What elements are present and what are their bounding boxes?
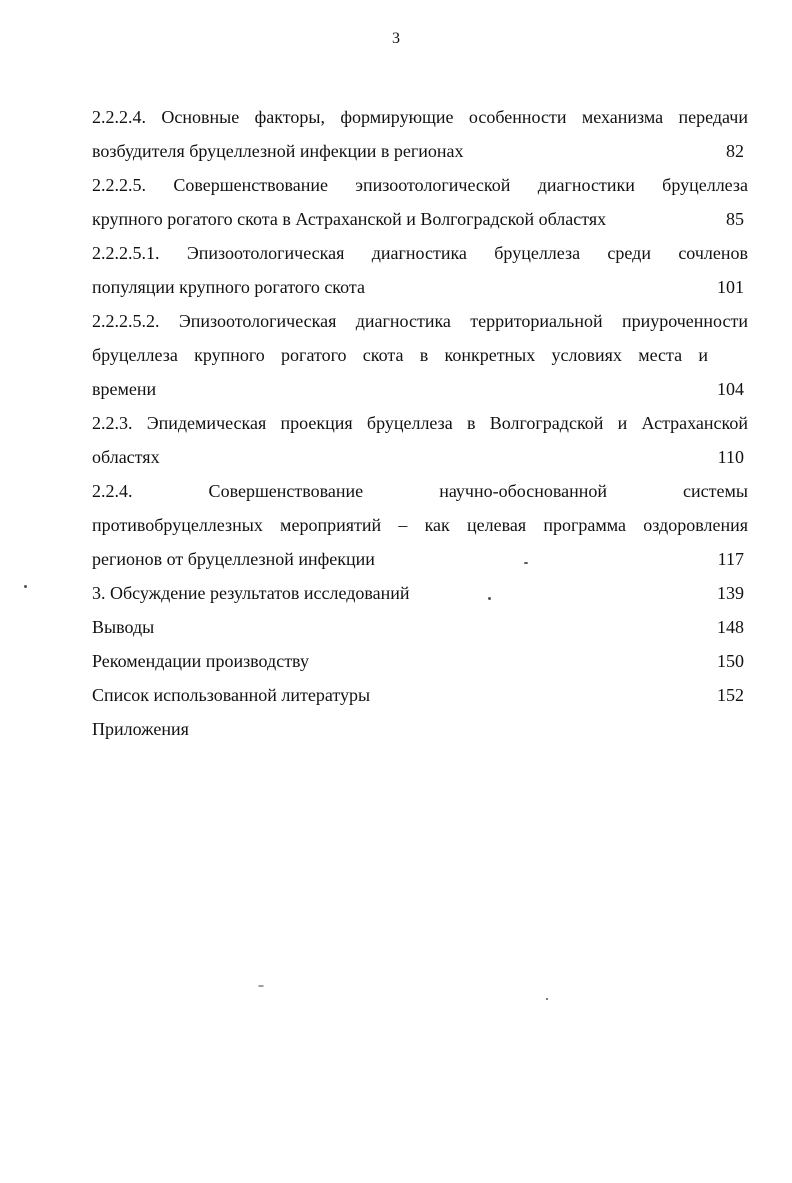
toc-entry-conclusions xyxy=(92,610,748,644)
toc-entry-line: 2.2.2.5. Совершенствование эпизоотологической диагностики бруцеллеза xyxy=(92,175,748,195)
toc-entry-references xyxy=(92,678,748,712)
toc-entry-line: Список использованной литературы xyxy=(92,685,371,705)
toc-entry-line: крупного рогатого скота в Астраханской и Волгоградской областях xyxy=(92,209,607,229)
toc-entry-last-line xyxy=(92,134,748,168)
toc-page-number: 139 xyxy=(717,583,744,603)
toc-page-number: 104 xyxy=(717,379,744,399)
toc-entry-2-2-2-5-2 xyxy=(92,304,748,406)
page-number: 3 xyxy=(392,30,400,47)
toc-page-number: 110 xyxy=(717,447,744,467)
toc-entry-line: популяции крупного рогатого скота xyxy=(92,277,365,297)
toc-entry-line: 2.2.4. Совершенствование научно-обоснованной системы xyxy=(92,481,748,501)
toc-page-number: 152 xyxy=(717,685,744,705)
toc-page-number: 150 xyxy=(717,651,744,671)
toc-entry-2-2-2-5 xyxy=(92,168,748,236)
toc-page-number: 148 xyxy=(717,617,744,637)
toc-page-number: 82 xyxy=(726,141,744,161)
toc-entry-line: областях xyxy=(92,447,160,467)
toc-entry-recommendations xyxy=(92,644,748,678)
toc-entry-discussion xyxy=(92,576,748,610)
toc-entry-line: 2.2.3. Эпидемическая проекция бруцеллеза в Волгоградской и Астраханской xyxy=(92,413,748,433)
toc-entry-line: бруцеллеза крупного рогатого скота в конкретных условиях места и xyxy=(92,345,708,365)
toc-entry-line: Выводы xyxy=(92,617,155,637)
toc-entry-appendices xyxy=(92,712,748,746)
toc-entry-2-2-3 xyxy=(92,406,748,474)
toc-entry-last-line xyxy=(92,712,748,746)
scan-speck xyxy=(524,562,528,564)
toc-entry-last-line xyxy=(92,440,748,474)
toc-entry-line: 2.2.2.4. Основные факторы, формирующие особенности механизма передачи xyxy=(92,107,748,127)
toc-entry-last-line xyxy=(92,202,748,236)
toc-page-number: 101 xyxy=(717,277,744,297)
toc-entry-2-2-2-4 xyxy=(92,100,748,168)
toc-entry-line: противобруцеллезных мероприятий – как целевая программа оздоровления xyxy=(92,515,748,535)
scan-speck xyxy=(24,585,27,588)
toc-entry-last-line xyxy=(92,372,748,406)
scan-speck xyxy=(546,998,548,1000)
toc-entry-line: возбудителя бруцеллезной инфекции в регионах xyxy=(92,141,464,161)
toc-entry-last-line xyxy=(92,678,748,712)
toc-entry-last-line xyxy=(92,542,748,576)
toc-entry-line: Приложения xyxy=(92,719,189,739)
table-of-contents xyxy=(92,100,748,746)
toc-entry-last-line xyxy=(92,576,748,610)
toc-entry-last-line xyxy=(92,610,748,644)
toc-entry-line: 2.2.2.5.1. Эпизоотологическая диагностика бруцеллеза среди сочленов xyxy=(92,243,748,263)
toc-entry-2-2-2-5-1 xyxy=(92,236,748,304)
toc-page-number: 85 xyxy=(726,209,744,229)
toc-entry-line: Рекомендации производству xyxy=(92,651,309,671)
toc-page-number: 117 xyxy=(717,549,744,569)
toc-entry-last-line xyxy=(92,270,748,304)
toc-entry-line: регионов от бруцеллезной инфекции xyxy=(92,549,375,569)
toc-entry-line: 3. Обсуждение результатов исследований xyxy=(92,583,410,603)
toc-entry-line: 2.2.2.5.2. Эпизоотологическая диагностика территориальной приуроченности xyxy=(92,311,748,331)
toc-entry-2-2-4 xyxy=(92,474,748,576)
toc-entry-last-line xyxy=(92,644,748,678)
scan-speck xyxy=(258,985,264,987)
toc-entry-line: времени xyxy=(92,379,157,399)
scan-speck xyxy=(488,597,491,600)
